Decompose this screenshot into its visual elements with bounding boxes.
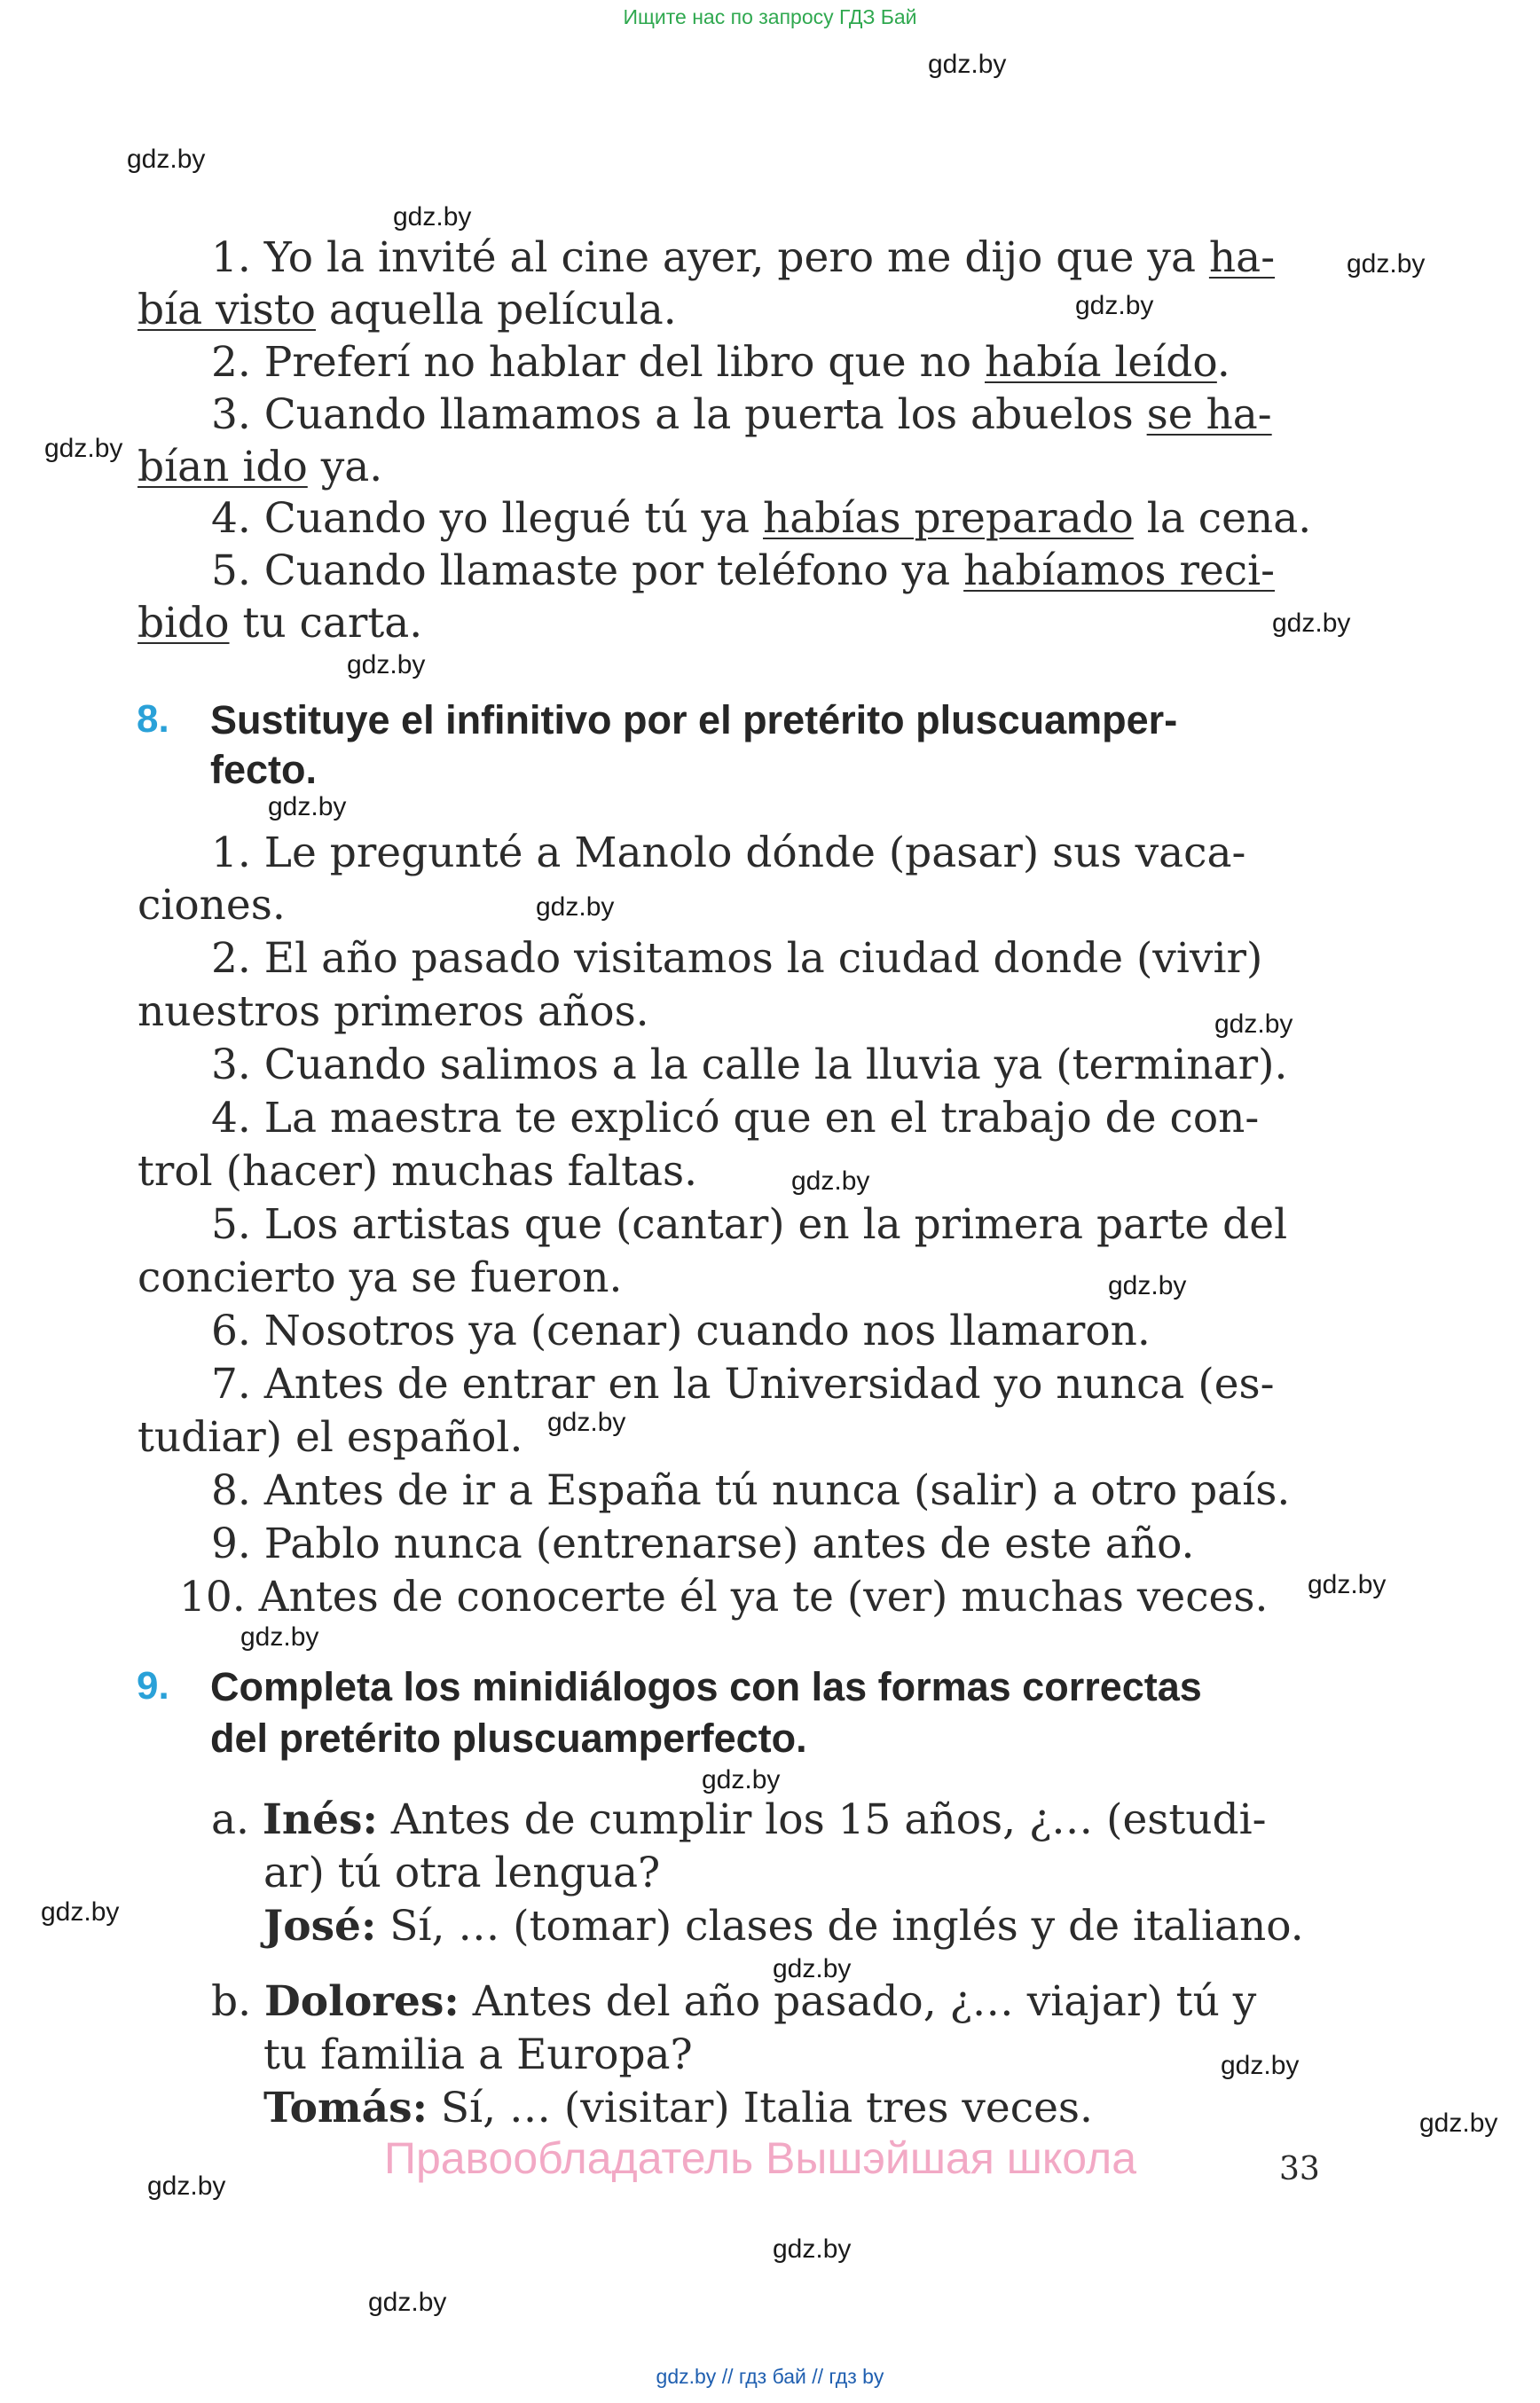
underlined-answer: bido — [138, 599, 230, 648]
dialogue-line: tu familia a Europa? — [263, 2030, 693, 2079]
watermark: gdz.by — [41, 1897, 120, 1927]
page-number: 33 — [1279, 2151, 1320, 2187]
exercise-title: fecto. — [210, 747, 318, 792]
watermark: gdz.by — [928, 50, 1007, 79]
watermark: gdz.by — [1108, 1271, 1187, 1300]
sentence-line: 9. Pablo nunca (entrenarse) antes de este año. — [211, 1520, 1195, 1568]
dialogue-line — [211, 1796, 1267, 1844]
watermark: gdz.by — [347, 650, 426, 679]
underlined-answer: habías preparado — [763, 494, 1134, 543]
sentence-text: 3. Cuando llamamos a la puerta los abuelos — [211, 390, 1147, 439]
dialogue-letter: a. — [211, 1795, 249, 1844]
sentence-line — [211, 339, 1230, 387]
footer-links[interactable]: gdz.by // гдз бай // гдз by — [656, 2365, 884, 2388]
sentence-text: . — [1216, 338, 1230, 387]
sentence-line: 3. Cuando salimos a la calle la lluvia ya (terminar). — [211, 1041, 1288, 1089]
speaker-name: Dolores: — [263, 1977, 460, 2026]
sentence-line: 8. Antes de ir a España tú nunca (salir) a otro país. — [211, 1466, 1291, 1515]
sentence-line: concierto ya se fueron. — [138, 1253, 623, 1302]
sentence-text: 2. Preferí no hablar del libro que no — [211, 338, 986, 387]
underlined-answer: ha- — [1208, 233, 1276, 282]
exercise-title: Completa los minidiálogos con las formas correctas — [210, 1664, 1202, 1709]
watermark: gdz.by — [127, 145, 206, 174]
sentence-line — [211, 391, 1272, 439]
dialogue-text: Antes de cumplir los 15 años, ¿… (estudi- — [377, 1795, 1267, 1844]
watermark: gdz.by — [536, 892, 615, 922]
sentence-line: 10. Antes de conocerte él ya te (ver) muchas veces. — [179, 1573, 1269, 1622]
watermark: gdz.by — [1075, 291, 1154, 320]
watermark: gdz.by — [240, 1622, 319, 1652]
sentence-line — [138, 287, 677, 334]
sentence-text: ya. — [307, 443, 383, 491]
sentence-line: 2. El año pasado visitamos la ciudad donde (vivir) — [211, 934, 1263, 983]
watermark: gdz.by — [1419, 2109, 1498, 2138]
underlined-answer: había leído — [985, 338, 1217, 387]
sentence-line — [211, 234, 1275, 282]
dialogue-text: Sí, … (visitar) Italia tres veces. — [427, 2084, 1093, 2132]
watermark: gdz.by — [368, 2288, 447, 2317]
dialogue-letter: b. — [211, 1977, 252, 2026]
sentence-text: la cena. — [1133, 494, 1312, 543]
watermark: gdz.by — [791, 1166, 870, 1196]
top-banner[interactable]: Ищите нас по запросу ГДЗ Бай — [623, 5, 917, 28]
sentence-text: 4. Cuando yo llegué tú ya — [211, 494, 764, 543]
speaker-name: José: — [263, 1902, 377, 1951]
sentence-line: 1. Le pregunté a Manolo dónde (pasar) sus vaca- — [211, 828, 1246, 877]
speaker-name: Inés: — [262, 1795, 378, 1844]
sentence-line: 4. La maestra te explicó que en el trabajo de con- — [211, 1094, 1260, 1143]
sentence-line: tudiar) el español. — [138, 1413, 523, 1462]
sentence-line — [211, 495, 1311, 543]
dialogue-line — [263, 1903, 1304, 1951]
copyright-holder: Правообладатель Вышэйшая школа — [384, 2133, 1136, 2183]
dialogue-text: Sí, … (tomar) clases de inglés y de italiano. — [376, 1902, 1304, 1951]
sentence-line: trol (hacer) muchas faltas. — [138, 1147, 698, 1196]
dialogue-line — [263, 2085, 1093, 2132]
sentence-text: 5. Cuando llamaste por teléfono ya — [211, 546, 964, 595]
watermark: gdz.by — [1221, 2051, 1300, 2080]
watermark: gdz.by — [547, 1408, 626, 1437]
watermark: gdz.by — [1347, 249, 1426, 279]
watermark: gdz.by — [1308, 1570, 1387, 1599]
sentence-line — [138, 600, 422, 648]
sentence-line — [211, 547, 1275, 595]
sentence-text: 1. Yo la invité al cine ayer, pero me dijo que ya — [211, 233, 1209, 282]
sentence-text: tu carta. — [229, 599, 423, 648]
watermark: gdz.by — [773, 2234, 852, 2264]
underlined-answer: se ha- — [1146, 390, 1272, 439]
underlined-answer: bían ido — [138, 443, 308, 491]
watermark: gdz.by — [393, 202, 472, 232]
exercise-number: 9. — [137, 1664, 169, 1708]
exercise-title: del pretérito pluscuamperfecto. — [210, 1716, 807, 1761]
exercise-title: Sustituye el infinitivo por el pretérito pluscuamper- — [210, 697, 1178, 742]
watermark: gdz.by — [44, 434, 123, 463]
watermark: gdz.by — [773, 1954, 852, 1983]
watermark: gdz.by — [1214, 1009, 1293, 1039]
watermark: gdz.by — [268, 792, 347, 821]
underlined-answer: habíamos reci- — [963, 546, 1275, 595]
watermark: gdz.by — [1272, 609, 1351, 638]
speaker-name: Tomás: — [263, 2084, 428, 2132]
sentence-line: nuestros primeros años. — [138, 987, 649, 1036]
exercise-number: 8. — [137, 697, 169, 741]
dialogue-text: Antes del año pasado, ¿… viajar) tú y — [459, 1977, 1257, 2026]
watermark: gdz.by — [702, 1765, 781, 1794]
sentence-line: ciones. — [138, 881, 286, 930]
dialogue-line — [211, 1978, 1256, 2026]
sentence-line: 7. Antes de entrar en la Universidad yo nunca (es- — [211, 1360, 1275, 1409]
underlined-answer: bía visto — [138, 286, 316, 334]
sentence-line: 6. Nosotros ya (cenar) cuando nos llamaron. — [211, 1307, 1151, 1355]
sentence-text: aquella película. — [315, 286, 677, 334]
sentence-line: 5. Los artistas que (cantar) en la primera parte del — [211, 1200, 1288, 1249]
watermark: gdz.by — [147, 2171, 226, 2201]
sentence-line — [138, 444, 382, 491]
dialogue-line: ar) tú otra lengua? — [263, 1849, 661, 1897]
